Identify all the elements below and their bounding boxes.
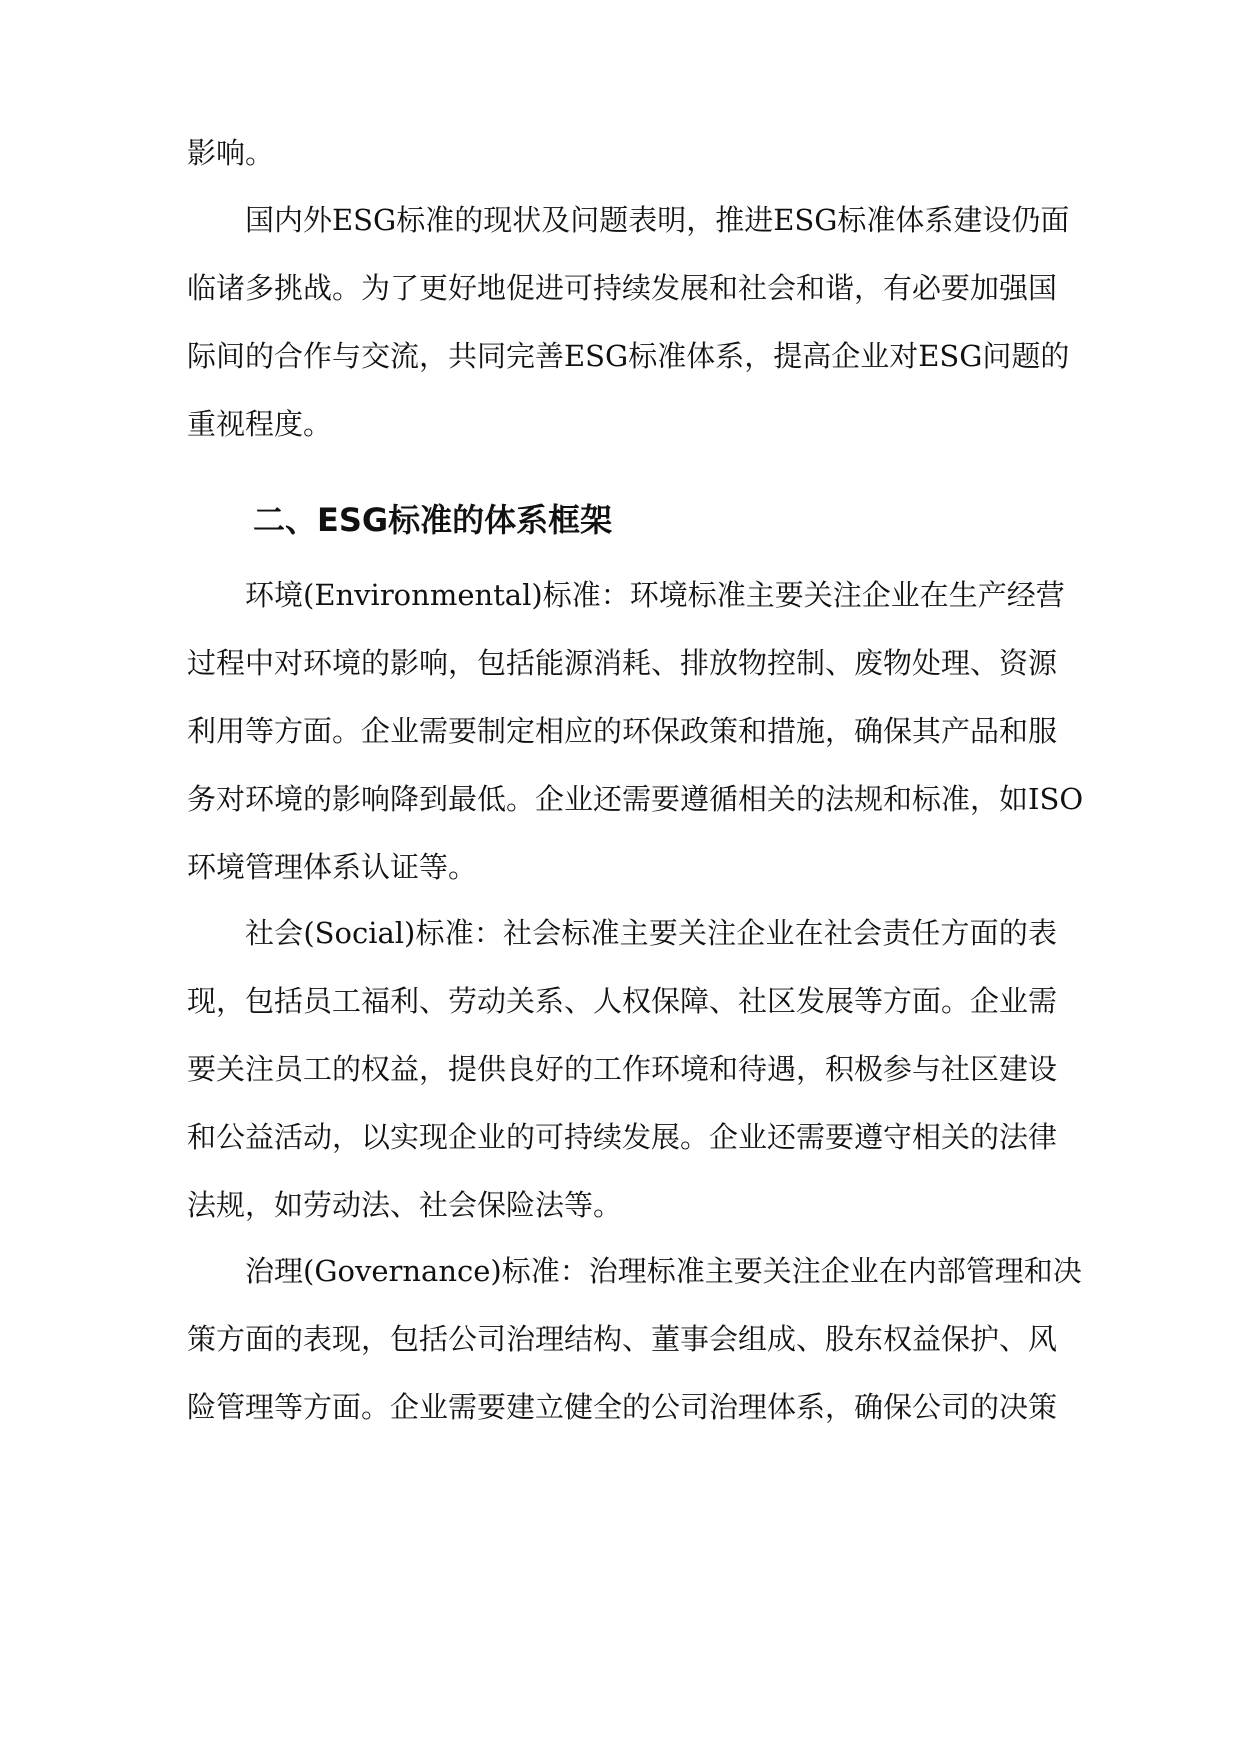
text-line: 际间的合作与交流，共同完善ESG标准体系，提高企业对ESG问题的 <box>187 339 1070 373</box>
text-line: 现，包括员工福利、劳动关系、人权保障、社区发展等方面。企业需 <box>187 984 1058 1018</box>
text-line: 要关注员工的权益，提供良好的工作环境和待遇，积极参与社区建设 <box>187 1052 1058 1086</box>
text-line: 法规，如劳动法、社会保险法等。 <box>187 1188 623 1222</box>
text-line: 重视程度。 <box>187 407 333 441</box>
text-line: 务对环境的影响降到最低。企业还需要遵循相关的法规和标准，如ISO <box>187 782 1084 816</box>
text-line: 过程中对环境的影响，包括能源消耗、排放物控制、废物处理、资源 <box>187 646 1058 680</box>
text-line: 和公益活动，以实现企业的可持续发展。企业还需要遵守相关的法律 <box>187 1120 1058 1154</box>
text-line: 环境(Environmental)标准：环境标准主要关注企业在生产经营 <box>245 578 1065 612</box>
text-line: 利用等方面。企业需要制定相应的环保政策和措施，确保其产品和服 <box>187 714 1058 748</box>
text-line: 社会(Social)标准：社会标准主要关注企业在社会责任方面的表 <box>245 916 1057 950</box>
text-line: 临诸多挑战。为了更好地促进可持续发展和社会和谐，有必要加强国 <box>187 271 1058 305</box>
text-line: 影响。 <box>187 136 275 170</box>
text-line: 险管理等方面。企业需要建立健全的公司治理体系，确保公司的决策 <box>187 1390 1058 1424</box>
text-line: 治理(Governance)标准：治理标准主要关注企业在内部管理和决 <box>245 1254 1082 1288</box>
text-line: 策方面的表现，包括公司治理结构、董事会组成、股东权益保护、风 <box>187 1322 1058 1356</box>
text-line: 环境管理体系认证等。 <box>187 850 478 884</box>
text-line: 国内外ESG标准的现状及问题表明，推进ESG标准体系建设仍面 <box>245 203 1070 237</box>
section-heading: 二、ESG标准的体系框架 <box>253 501 613 539</box>
